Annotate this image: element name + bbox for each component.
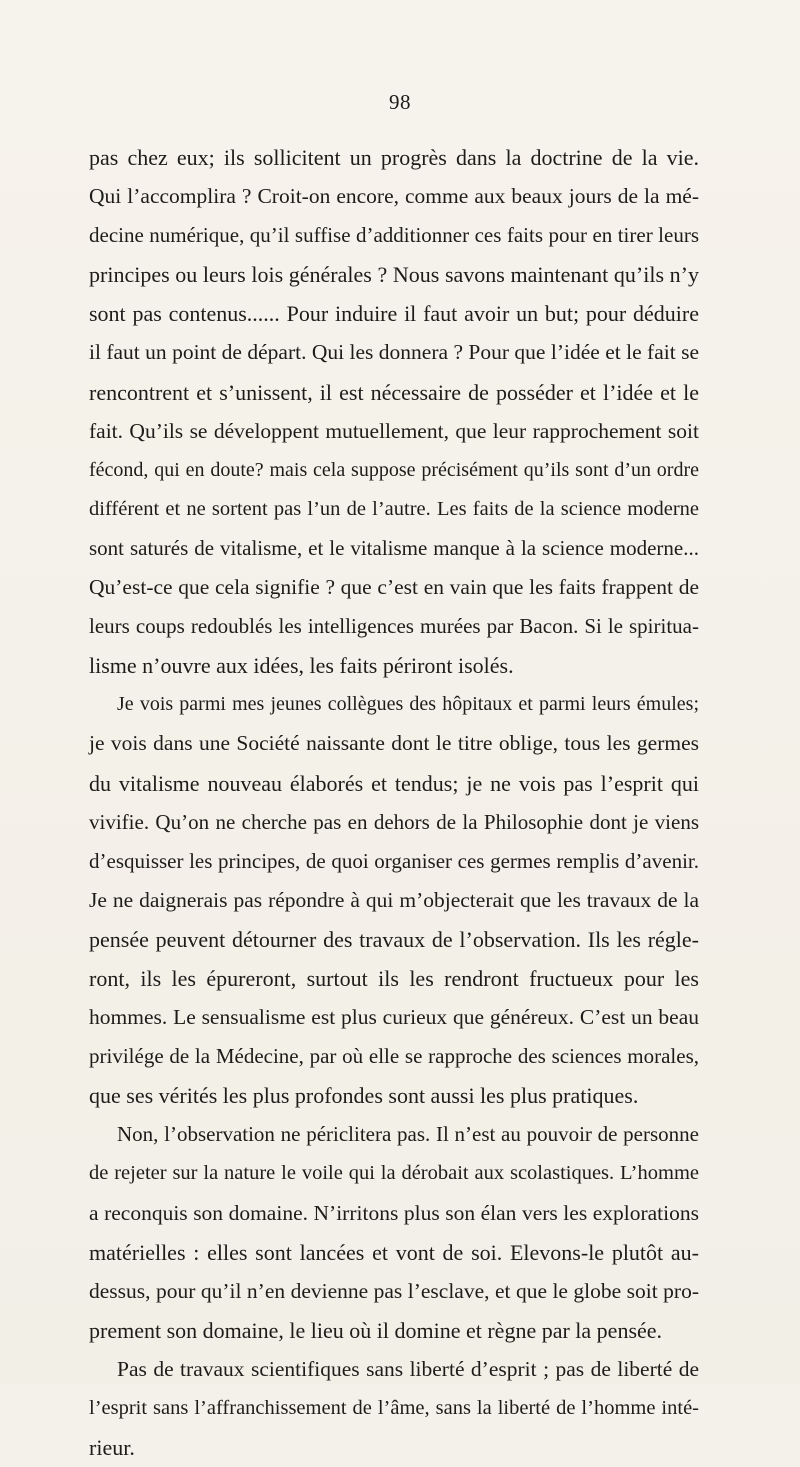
text-line: il faut un point de départ. Qui les donnera ? Pour que l’idée et le fait se: [89, 340, 699, 365]
text-line: prement son domaine, le lieu où il domine et règne par la pensée.: [89, 1317, 663, 1343]
text-line: sont saturés de vitalisme, et le vitalisme manque à la science moderne...: [89, 535, 699, 560]
text-line: pensée peuvent détourner des travaux de l’observation. Ils les régle-: [89, 926, 699, 952]
text-line: dessus, pour qu’il n’en devienne pas l’esclave, et que le globe soit pro-: [89, 1278, 699, 1303]
text-line: hommes. Le sensualisme est plus curieux que généreux. C’est un beau: [89, 1005, 699, 1030]
text-line: Qui l’accomplira ? Croit-on encore, comme aux beaux jours de la mé-: [89, 184, 699, 209]
text-line: rieur.: [89, 1435, 135, 1461]
body-text: [89, 138, 699, 1467]
text-line: ront, ils les épureront, surtout ils les rendront fructueux pour les: [89, 965, 699, 991]
text-line: que ses vérités les plus profondes sont aussi les plus pratiques.: [89, 1083, 639, 1109]
text-line: principes ou leurs lois générales ? Nous savons maintenant qu’ils n’y: [89, 262, 699, 288]
text-line: privilége de la Médecine, par où elle se rapproche des sciences morales,: [89, 1044, 699, 1069]
text-line: vivifie. Qu’on ne cherche pas en dehors de la Philosophie dont je viens: [89, 809, 699, 834]
text-line: de rejeter sur la nature le voile qui la dérobait aux scolastiques. L’homme: [89, 1162, 699, 1185]
text-line: leurs coups redoublés les intelligences murées par Bacon. Si le spiritua-: [89, 614, 699, 639]
text-line: rencontrent et s’unissent, il est nécessaire de posséder et l’idée et le: [89, 379, 699, 405]
text-line: lisme n’ouvre aux idées, les faits périront isolés.: [89, 653, 514, 679]
text-line: Pas de travaux scientifiques sans liberté d’esprit ; pas de liberté de: [117, 1356, 699, 1381]
text-line: decine numérique, qu’il suffise d’additionner ces faits pour en tirer leurs: [89, 223, 699, 248]
text-line: fait. Qu’ils se développent mutuellement, que leur rapprochement soit: [89, 418, 699, 443]
text-line: Je ne daignerais pas répondre à qui m’objecterait que les travaux de la: [89, 887, 699, 912]
text-line: l’esprit sans l’affranchissement de l’âme, sans la liberté de l’homme inté-: [89, 1397, 699, 1419]
text-line: matérielles : elles sont lancées et vont de soi. Elevons-le plutôt au-: [89, 1239, 699, 1265]
text-line: pas chez eux; ils sollicitent un progrès dans la doctrine de la vie.: [89, 145, 699, 170]
text-line: différent et ne sortent pas l’un de l’autre. Les faits de la science moderne: [89, 497, 699, 520]
text-line: Je vois parmi mes jeunes collègues des hôpitaux et parmi leurs émules;: [117, 693, 699, 716]
text-line: je vois dans une Société naissante dont le titre oblige, tous les germes: [89, 731, 699, 756]
text-line: Qu’est-ce que cela signifie ? que c’est en vain que les faits frappent de: [89, 575, 699, 600]
text-line: a reconquis son domaine. N’irritons plus son élan vers les explorations: [89, 1200, 699, 1225]
text-line: sont pas contenus...... Pour induire il faut avoir un but; pour déduire: [89, 301, 699, 327]
text-line: du vitalisme nouveau élaborés et tendus; je ne vois pas l’esprit qui: [89, 770, 699, 796]
text-line: fécond, qui en doute? mais cela suppose précisément qu’ils sont d’un ordre: [89, 458, 699, 481]
text-line: Non, l’observation ne périclitera pas. Il n’est au pouvoir de personne: [117, 1122, 699, 1147]
page-number: 98: [389, 90, 411, 114]
text-line: d’esquisser les principes, de quoi organiser ces germes remplis d’avenir.: [89, 848, 699, 873]
